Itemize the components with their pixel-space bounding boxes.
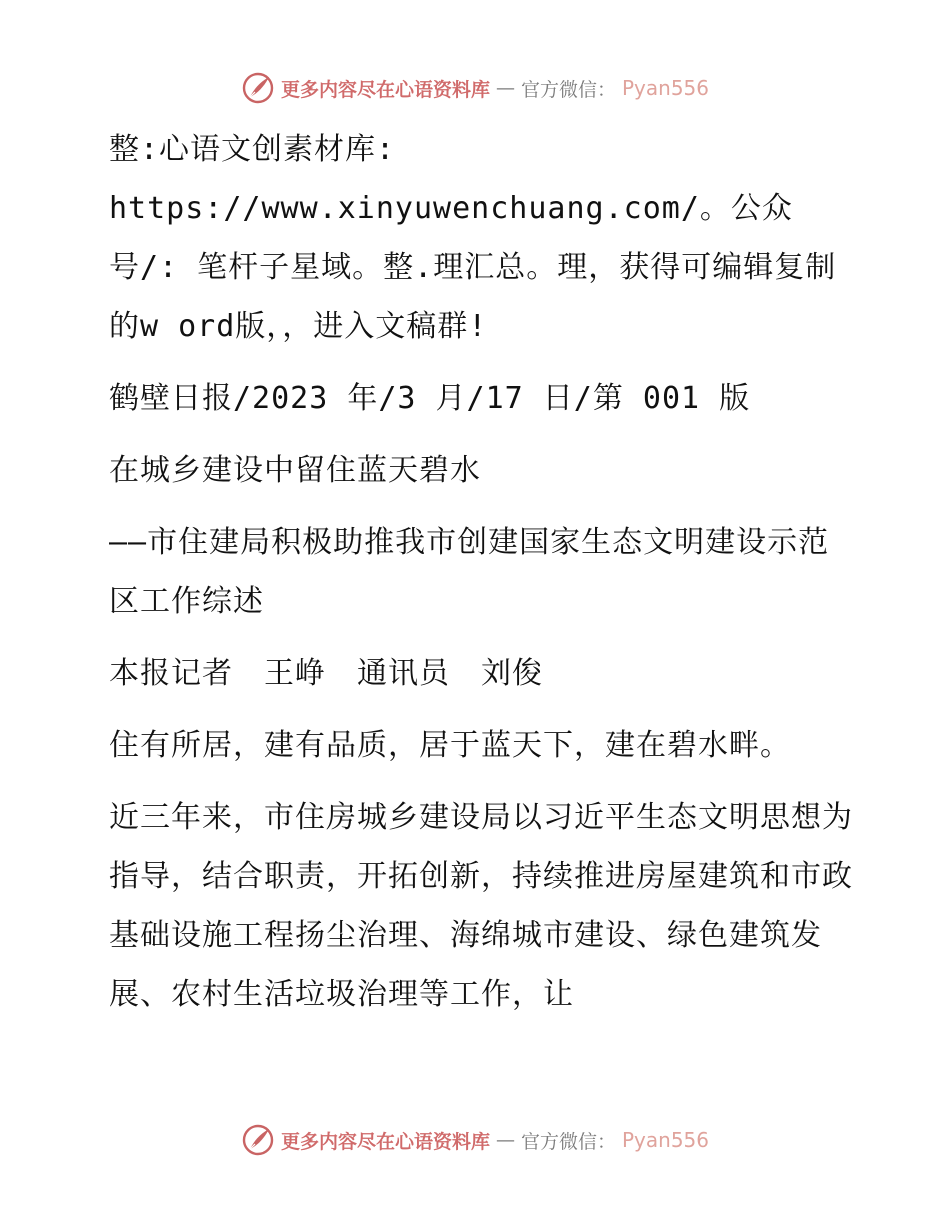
document-body	[97, 120, 857, 1037]
watermark-wechat-id: Pyan556	[622, 1128, 710, 1152]
body-paragraph: 近三年来，市住房城乡建设局以习近平生态文明思想为指导，结合职责，开拓创新，持续推进房屋建筑和市政基础设施工程扬尘治理、海绵城市建设、绿色建筑发展、农村生活垃圾治理等工作，让	[109, 800, 853, 1012]
body-paragraph: 住有所居，建有品质，居于蓝天下，建在碧水畔。	[109, 728, 791, 763]
quill-pen-logo-icon	[241, 1123, 275, 1157]
watermark-wechat-label: 官方微信：	[520, 78, 616, 101]
watermark-site-text: 更多内容尽在心语资料库	[280, 1130, 490, 1153]
footer-watermark	[0, 1122, 950, 1158]
article-byline: 本报记者 王峥 通讯员 刘俊	[109, 656, 543, 691]
source-notice-paragraph: 整:心语文创素材库: https://www.xinyuwenchuang.com/。公众号/: 笔杆子星域。整.理汇总。理，获得可编辑复制的w ord版，，进入文稿群!	[109, 132, 837, 344]
header-watermark	[0, 70, 950, 106]
watermark-separator: —	[495, 1129, 515, 1151]
quill-pen-logo-icon	[241, 71, 275, 105]
article-subtitle: ——市住建局积极助推我市创建国家生态文明建设示范区工作综述	[109, 525, 830, 619]
watermark-site-text: 更多内容尽在心语资料库	[280, 78, 490, 101]
article-title: 在城乡建设中留住蓝天碧水	[109, 453, 481, 488]
watermark-wechat-id: Pyan556	[622, 76, 710, 100]
newspaper-dateline: 鹤壁日报/2023 年/3 月/17 日/第 001 版	[109, 381, 751, 416]
watermark-wechat-label: 官方微信：	[520, 1130, 616, 1153]
watermark-separator: —	[495, 77, 515, 99]
